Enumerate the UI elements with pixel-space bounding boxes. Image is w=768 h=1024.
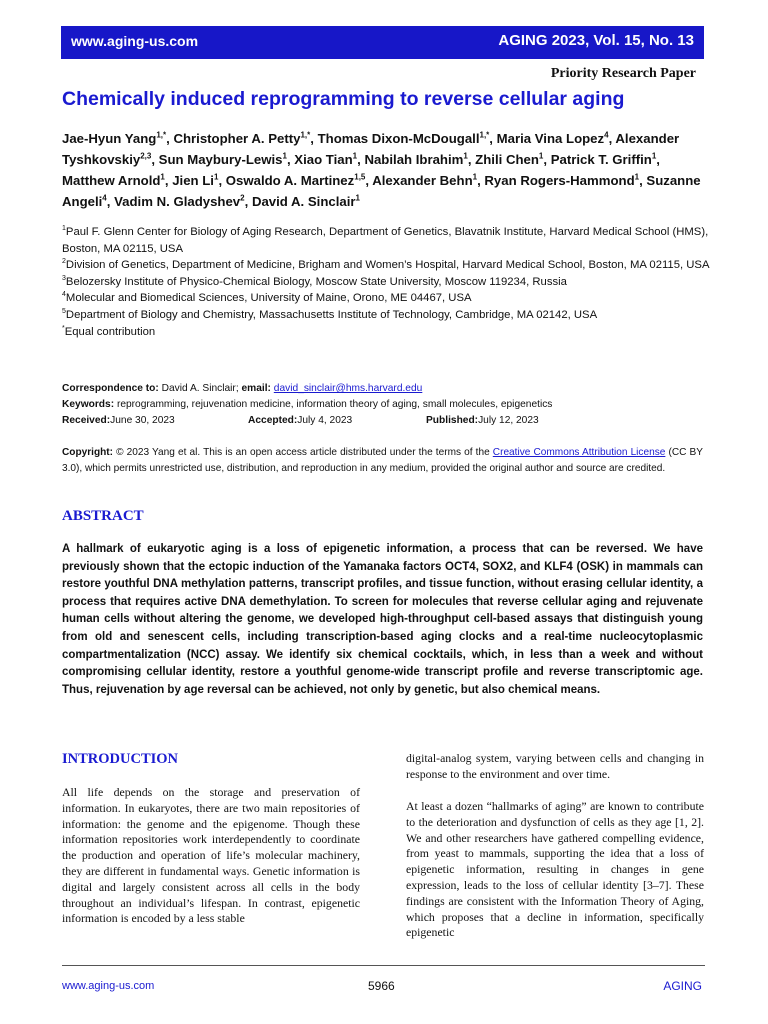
affiliation-item — [62, 290, 712, 307]
footer-journal: AGING — [663, 979, 702, 993]
author-name: Zhili Chen — [475, 152, 539, 167]
author-affiliation-mark: 1 — [538, 151, 544, 161]
copyright-text-2: (CC BY 3.0), which permits unrestricted use, distribution, and reproduction in any medium, provided the original author and source are credited. — [62, 447, 703, 474]
author-list: Jae-Hyun Yang$^{1,*}$, Christopher A. Petty$^{1,*}$, Thomas Dixon-McDougall$^{1,*}$, Maria Vina Lopez$^4$, Alexander Tyshkovskiy$^{2,3}$, Sun Maybury-Lewis$^1$, Xiao Tian$^1$, Nabilah Ibrahim$^1$, Zhili Chen$^1$, Patrick T. Griffin$^1$, Matthew Arnold$^1$, Jien Li$^1$, Oswaldo A. Martinez$^{1,5}$, Alexander Behn$^1$, Ryan Rogers-Hammond$^1$, Suzanne Angeli$^4$, Vadim N. Gladyshev$^2$, David A. Sinclair$^1$ — [62, 130, 701, 209]
author-name: Oswaldo A. Martinez — [225, 173, 355, 188]
author-affiliation-mark: 1 — [213, 172, 219, 182]
abstract-text: A hallmark of eukaryotic aging is a loss of epigenetic information, a process that can be reversed. We have previously shown that the ectopic induction of the Yamanaka factors OCT4, SOX2, and KLF4 (OSK) in mammals can restore youthful DNA methylation patterns, transcript profiles, and tissue function, without erasing cellular identity, a process that requires active DNA demethylation. To screen for molecules that reverse cellular aging and rejuvenate human cells without altering the genome, we developed high-throughput cell-based assays that distinguish young from old and senescent cells, including transcription-based aging clocks and a real-time nucleocytoplasmic compartmentalization (NCC) assay. We identify six chemical cocktails, which, in less than a week and without compromising cellular identity, restore a youthful genome-wide transcript profile and reverse transcriptomic age. Thus, rejuvenation by age reversal can be achieved, not only by genetic, but also chemical means. — [62, 543, 703, 696]
author-name: Patrick T. Griffin — [550, 152, 652, 167]
author-name: Jae-Hyun Yang — [62, 131, 157, 146]
correspondence-line — [62, 381, 712, 397]
author-affiliation-mark: 1 — [160, 172, 165, 182]
affiliation-item — [62, 224, 712, 257]
page-number: 5966 — [368, 979, 395, 993]
author-name: Matthew Arnold — [62, 173, 161, 188]
published-label: Published: — [426, 415, 479, 426]
affiliation-text: Division of Genetics, Department of Medicine, Brigham and Women’s Hospital, Harvard Medical School, Boston, MA 02115, USA — [65, 259, 710, 272]
author-affiliation-mark: 1,* — [300, 130, 311, 140]
author-affiliation-mark: 4 — [604, 130, 609, 140]
paper-type: Priority Research Paper — [550, 66, 696, 81]
author-affiliation-mark: 1,* — [156, 130, 167, 140]
keywords-label: Keywords: — [62, 399, 115, 410]
intro-column-1: All life depends on the storage and preservation of information. In eukaryotes, there are two main repositories of information: the genome and the epigenome. Though these information repositories work interdependently to coordinate the production and operation of life’s molecular machinery, they are different in fundamental ways. Genetic information is digital and largely consistent across all cells in the body throughout an individual’s lifespan. In contrast, epigenetic information is encoded by a less stable — [62, 785, 360, 926]
correspondence-name: David A. Sinclair; — [161, 383, 239, 394]
affiliation-text: Department of Biology and Chemistry, Massachusetts Institute of Technology, Cambridge, MA 02142, USA — [65, 308, 598, 321]
author-affiliation-mark: 1 — [463, 151, 468, 161]
author-affiliation-mark: 2 — [240, 193, 245, 203]
email-link[interactable]: david_sinclair@hms.harvard.edu — [273, 383, 423, 394]
copyright-text-1: © 2023 Yang et al. This is an open access article distributed under the terms of the — [116, 447, 490, 458]
author-affiliation-mark: 4 — [102, 193, 107, 203]
affiliation-text: Molecular and Biomedical Sciences, University of Maine, Orono, ME 04467, USA — [65, 292, 472, 305]
header-journal-issue: AGING 2023, Vol. 15, No. 13 — [498, 32, 694, 49]
affiliation-item — [62, 274, 712, 291]
footer-divider — [62, 965, 705, 966]
affiliation-mark: 5 — [62, 308, 66, 316]
author-name: David A. Sinclair — [251, 194, 356, 209]
license-link[interactable]: Creative Commons Attribution License — [492, 447, 666, 458]
affiliation-mark: 4 — [62, 291, 66, 299]
author-name: Xiao Tian — [294, 152, 353, 167]
journal-header-bar — [61, 26, 704, 59]
correspondence-label: Correspondence to: — [62, 383, 159, 394]
author-name: Jien Li — [172, 173, 214, 188]
author-affiliation-mark: 1 — [355, 193, 360, 203]
author-name: Christopher A. Petty — [173, 131, 301, 146]
affiliation-mark: 1 — [62, 225, 66, 233]
footer-site-link[interactable]: www.aging-us.com — [62, 980, 155, 992]
author-affiliation-mark: 1,5 — [354, 172, 366, 182]
intro-column-2-para-2: At least a dozen “hallmarks of aging” are known to contribute to the deterioration and dysfunction of cells as they age [1, 2]. We and other researchers have gathered compelling evidence, from yeast to mammals, supporting the idea that a loss of epigenetic information, resulting in changes in gene expression, leads to the loss of cellular identity [3–7]. These findings are consistent with the Information Theory of Aging, which proposes that a decline in information, specifically epigenetic — [406, 799, 704, 940]
author-name: Thomas Dixon-McDougall — [317, 131, 480, 146]
accepted-value: July 4, 2023 — [297, 415, 353, 426]
article-metadata — [62, 381, 712, 429]
intro-column-2-para-1: digital-analog system, varying between cells and changing in response to the environment and over time. — [406, 751, 704, 781]
author-name: Alexander Tyshkovskiy — [62, 131, 680, 167]
copyright-label: Copyright: — [62, 447, 114, 458]
affiliation-text: Equal contribution — [64, 325, 156, 338]
author-affiliation-mark: 1 — [282, 151, 287, 161]
affiliation-mark: 3 — [62, 275, 66, 283]
copyright-notice — [62, 445, 703, 476]
author-affiliation-mark: 2,3 — [140, 151, 152, 161]
email-label: email: — [241, 383, 271, 394]
author-affiliation-mark: 1 — [352, 151, 358, 161]
author-name: Maria Vina Lopez — [496, 131, 605, 146]
header-site-link[interactable]: www.aging-us.com — [71, 33, 199, 49]
introduction-heading: INTRODUCTION — [62, 751, 179, 767]
author-affiliation-mark: 1 — [651, 151, 657, 161]
paper-title: Chemically induced reprogramming to reverse cellular aging — [62, 88, 625, 110]
author-affiliation-mark: 1,* — [479, 130, 490, 140]
received-value: June 30, 2023 — [110, 415, 175, 426]
author-affiliation-mark: 1 — [634, 172, 640, 182]
affiliation-item — [62, 257, 712, 274]
affiliation-mark: * — [62, 324, 65, 332]
author-name: Nabilah Ibrahim — [364, 152, 464, 167]
received-label: Received: — [62, 415, 111, 426]
affiliation-text: Belozersky Institute of Physico-Chemical Biology, Moscow State University, Moscow 119234, Russia — [65, 275, 567, 288]
accepted-label: Accepted: — [248, 415, 298, 426]
affiliation-mark: 2 — [62, 258, 66, 266]
author-name: Alexander Behn — [372, 173, 473, 188]
published-value: July 12, 2023 — [478, 415, 539, 426]
author-affiliation-mark: 1 — [472, 172, 478, 182]
author-name: Ryan Rogers-Hammond — [484, 173, 635, 188]
author-name: Vadim N. Gladyshev — [114, 194, 241, 209]
published-date — [426, 413, 539, 429]
keywords-line — [62, 397, 712, 413]
accepted-date — [248, 413, 353, 429]
dates-line — [62, 413, 712, 429]
affiliation-item — [62, 324, 712, 341]
received-date — [62, 413, 175, 429]
affiliation-text: Paul F. Glenn Center for Biology of Aging Research, Department of Genetics, Blavatnik Institute, Harvard Medical School (HMS), Boston, MA 02115, USA — [62, 226, 709, 255]
keywords-text: reprogramming, rejuvenation medicine, information theory of aging, small molecules, epigenetics — [116, 399, 553, 410]
author-name: Sun Maybury-Lewis — [158, 152, 283, 167]
author-name: Suzanne Angeli — [62, 173, 701, 209]
affiliation-list — [62, 224, 712, 340]
abstract-heading: ABSTRACT — [62, 508, 144, 524]
affiliation-item — [62, 307, 712, 324]
